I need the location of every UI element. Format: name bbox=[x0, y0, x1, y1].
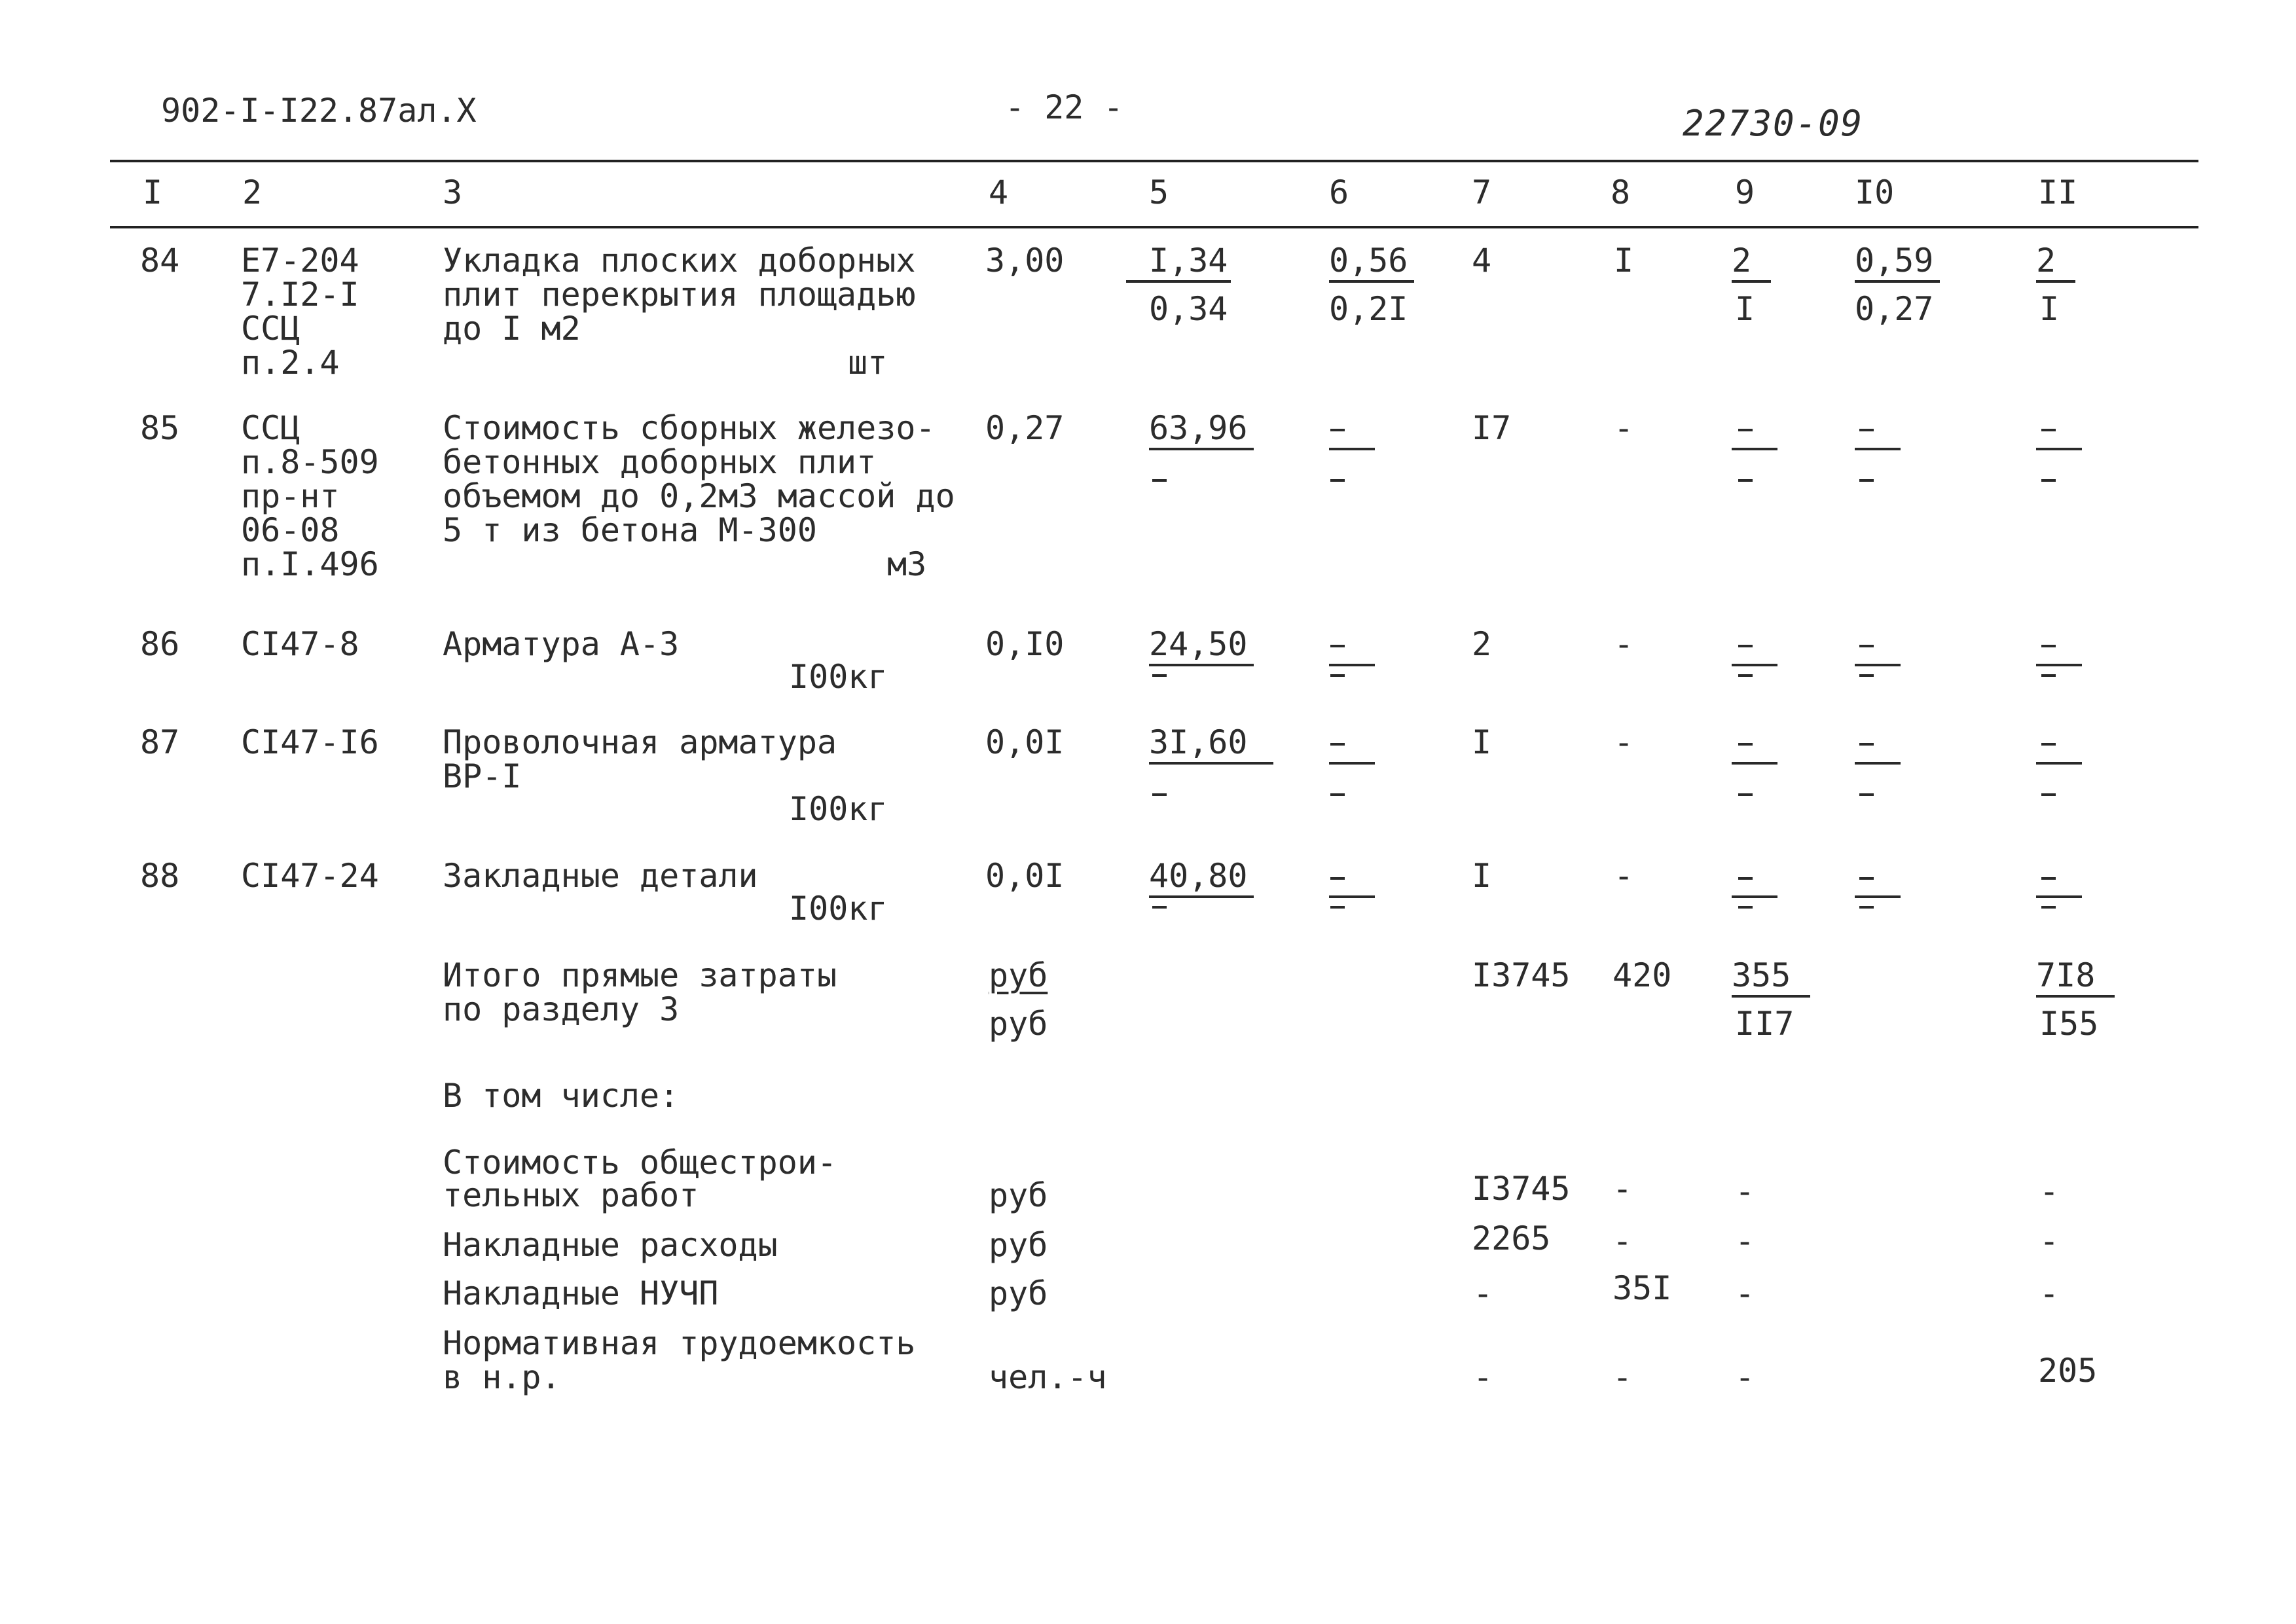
breakdown-label-line: Накладные расходы bbox=[443, 1226, 778, 1264]
dash-mark bbox=[1330, 793, 1345, 796]
unit-of-measure: I00кг bbox=[789, 890, 888, 928]
col7-value: 2 bbox=[1472, 625, 1492, 663]
norm-code-line: CI47-8 bbox=[241, 625, 359, 663]
norm-code-line: 7.I2-I bbox=[241, 276, 359, 314]
fraction-bar bbox=[2036, 995, 2115, 998]
col-header-9: 9 bbox=[1735, 173, 1755, 211]
breakdown-label-line: Стоимость общестрои- bbox=[443, 1144, 837, 1182]
breakdown-label-line: Нормативная трудоемкость bbox=[443, 1324, 916, 1362]
work-name-line: Закладные детали bbox=[443, 857, 758, 895]
dash-mark bbox=[1330, 645, 1345, 647]
work-name-line: Стоимость сборных железо- bbox=[443, 409, 936, 447]
dash-mark bbox=[1152, 479, 1167, 482]
dash-mark bbox=[1738, 645, 1753, 647]
breakdown-col7: - bbox=[1473, 1274, 1493, 1312]
fraction-bar bbox=[1732, 280, 1771, 283]
dash-mark bbox=[2041, 429, 2056, 431]
unit-of-measure: I00кг bbox=[789, 790, 888, 828]
col7-value: I7 bbox=[1472, 409, 1512, 447]
fraction-bar bbox=[2036, 448, 2082, 450]
totals-col8: 420 bbox=[1613, 956, 1672, 994]
dash-mark bbox=[1330, 877, 1345, 880]
work-name-line: объемом до 0,2м3 массой до bbox=[443, 477, 955, 515]
col-header-1: I bbox=[143, 173, 163, 211]
dash-mark bbox=[2041, 479, 2056, 482]
quantity: 0,0I bbox=[985, 857, 1065, 895]
unit-cost-value: 3I,60 bbox=[1149, 723, 1248, 761]
fraction-bar bbox=[1855, 664, 1901, 666]
totals-col7: I3745 bbox=[1472, 956, 1571, 994]
col11-denominator: I bbox=[2039, 290, 2060, 328]
dash-mark bbox=[1330, 906, 1345, 909]
totals-col9-numerator: 355 bbox=[1732, 956, 1791, 994]
norm-code-line: п.2.4 bbox=[241, 344, 340, 382]
totals-col11-denominator: I55 bbox=[2039, 1005, 2099, 1043]
totals-label-line: по разделу 3 bbox=[443, 990, 680, 1028]
work-name-line: Проволочная арматура bbox=[443, 723, 837, 761]
col8-value: - bbox=[1614, 625, 1634, 663]
including-label: В том числе: bbox=[443, 1077, 680, 1115]
norm-code-line: 06-08 bbox=[241, 511, 340, 549]
breakdown-unit: руб bbox=[989, 1274, 1048, 1312]
breakdown-col8: - bbox=[1613, 1170, 1633, 1208]
col8-value: - bbox=[1614, 723, 1634, 761]
breakdown-col7: 2265 bbox=[1472, 1219, 1551, 1257]
work-name-line: Арматура А-3 bbox=[443, 625, 680, 663]
col7-value: I bbox=[1472, 723, 1492, 761]
dash-mark bbox=[2041, 743, 2056, 746]
document-code: 902-I-I22.87ал.X bbox=[161, 92, 477, 130]
dash-mark bbox=[1330, 743, 1345, 746]
col7-value: 4 bbox=[1472, 242, 1492, 280]
dash-mark bbox=[1859, 743, 1874, 746]
breakdown-unit: руб bbox=[989, 1176, 1048, 1214]
dash-mark bbox=[1859, 906, 1874, 909]
fraction-bar bbox=[1732, 448, 1777, 450]
fraction-bar bbox=[1732, 664, 1777, 666]
breakdown-unit: руб bbox=[989, 1226, 1048, 1264]
unit-of-measure: м3 bbox=[887, 545, 927, 583]
breakdown-col11: 205 bbox=[2038, 1352, 2098, 1390]
col-header-6: 6 bbox=[1329, 173, 1349, 211]
unit-of-measure: I00кг bbox=[789, 658, 888, 696]
archive-stamp: 22730-09 bbox=[1683, 103, 1864, 144]
fraction-bar bbox=[1732, 762, 1777, 765]
totals-col9-denominator: II7 bbox=[1735, 1005, 1795, 1043]
col9-numerator: 2 bbox=[1732, 242, 1752, 280]
col-header-10: I0 bbox=[1855, 173, 1895, 211]
breakdown-col8: - bbox=[1613, 1358, 1633, 1396]
work-name-line: до I м2 bbox=[443, 310, 581, 348]
dash-mark bbox=[2041, 877, 2056, 880]
fraction-bar bbox=[1855, 448, 1901, 450]
fraction-bar bbox=[1329, 895, 1375, 898]
dash-mark bbox=[1738, 743, 1753, 746]
breakdown-col11: - bbox=[2039, 1172, 2060, 1210]
fraction-bar bbox=[1126, 280, 1231, 283]
col9-denominator: I bbox=[1735, 290, 1755, 328]
dash-mark bbox=[2041, 793, 2056, 796]
dash-mark bbox=[1330, 429, 1345, 431]
fraction-bar bbox=[1149, 895, 1254, 898]
dash-mark bbox=[2041, 674, 2056, 677]
fraction-bar bbox=[2036, 762, 2082, 765]
breakdown-label-line: Накладные НУЧП bbox=[443, 1274, 719, 1312]
row-number: 84 bbox=[140, 242, 180, 280]
breakdown-col11: - bbox=[2039, 1274, 2060, 1312]
dash-mark bbox=[1738, 479, 1753, 482]
totals-col11-numerator: 7I8 bbox=[2036, 956, 2096, 994]
col11-numerator: 2 bbox=[2036, 242, 2056, 280]
fraction-bar bbox=[2036, 280, 2075, 283]
table-header-rule bbox=[110, 226, 2198, 228]
breakdown-col9: - bbox=[1735, 1172, 1755, 1210]
totals-unit: руб bbox=[989, 956, 1048, 994]
quantity: 0,0I bbox=[985, 723, 1065, 761]
row-number: 88 bbox=[140, 857, 180, 895]
totals-unit: руб bbox=[989, 1005, 1048, 1043]
fraction-bar bbox=[2036, 664, 2082, 666]
unit-cost-value: 63,96 bbox=[1149, 409, 1248, 447]
breakdown-col7: I3745 bbox=[1472, 1170, 1571, 1208]
page-number: - 22 - bbox=[1005, 88, 1123, 126]
dash-mark bbox=[1738, 793, 1753, 796]
dash-mark bbox=[1738, 877, 1753, 880]
fraction-bar bbox=[1329, 448, 1375, 450]
col-header-5: 5 bbox=[1149, 173, 1169, 211]
work-name-line: 5 т из бетона М-300 bbox=[443, 511, 817, 549]
col8-value: I bbox=[1614, 242, 1634, 280]
dash-mark bbox=[1330, 674, 1345, 677]
col-header-2: 2 bbox=[242, 173, 263, 211]
unit-cost-numerator: I,34 bbox=[1149, 242, 1228, 280]
dash-mark bbox=[1859, 479, 1874, 482]
dash-mark bbox=[1859, 674, 1874, 677]
unit-cost-denominator: 0,34 bbox=[1149, 290, 1228, 328]
fraction-bar bbox=[1149, 448, 1254, 450]
fraction-bar bbox=[1855, 762, 1901, 765]
work-name-line: Укладка плоских доборных bbox=[443, 242, 916, 280]
dash-mark bbox=[1859, 645, 1874, 647]
col-header-4: 4 bbox=[989, 173, 1009, 211]
quantity: 3,00 bbox=[985, 242, 1065, 280]
norm-code-line: пр-нт bbox=[241, 477, 340, 515]
col-header-3: 3 bbox=[443, 173, 463, 211]
fraction-bar bbox=[1329, 280, 1414, 283]
norm-code-line: п.I.496 bbox=[241, 545, 379, 583]
dash-mark bbox=[1859, 429, 1874, 431]
dash-mark bbox=[1859, 877, 1874, 880]
breakdown-label-line: тельных работ bbox=[443, 1176, 699, 1214]
breakdown-col11: - bbox=[2039, 1222, 2060, 1260]
unit-cost-value: 40,80 bbox=[1149, 857, 1248, 895]
breakdown-col8: - bbox=[1613, 1222, 1633, 1260]
row-number: 87 bbox=[140, 723, 180, 761]
fraction-bar bbox=[2036, 895, 2082, 898]
unit-of-measure: шт bbox=[848, 344, 888, 382]
col7-value: I bbox=[1472, 857, 1492, 895]
col8-value: - bbox=[1614, 857, 1634, 895]
norm-code-line: п.8-509 bbox=[241, 443, 379, 481]
norm-code-line: Е7-204 bbox=[241, 242, 359, 280]
dash-mark bbox=[2041, 906, 2056, 909]
breakdown-label-line: в н.р. bbox=[443, 1358, 561, 1396]
breakdown-col7: - bbox=[1473, 1358, 1493, 1396]
row-number: 85 bbox=[140, 409, 180, 447]
table-top-rule bbox=[110, 160, 2198, 162]
breakdown-col9: - bbox=[1735, 1358, 1755, 1396]
fraction-bar bbox=[1329, 762, 1375, 765]
col6-denominator: 0,2I bbox=[1329, 290, 1408, 328]
breakdown-col8: 35I bbox=[1613, 1269, 1672, 1307]
col-header-7: 7 bbox=[1472, 173, 1492, 211]
dash-mark bbox=[1859, 793, 1874, 796]
dash-mark bbox=[1738, 674, 1753, 677]
norm-code-line: CI47-I6 bbox=[241, 723, 379, 761]
dash-mark bbox=[2041, 645, 2056, 647]
col6-numerator: 0,56 bbox=[1329, 242, 1408, 280]
unit-cost-value: 24,50 bbox=[1149, 625, 1248, 663]
fraction-bar bbox=[1732, 895, 1777, 898]
breakdown-col9: - bbox=[1735, 1274, 1755, 1312]
dash-mark bbox=[1152, 793, 1167, 796]
col10-denominator: 0,27 bbox=[1855, 290, 1934, 328]
col10-numerator: 0,59 bbox=[1855, 242, 1934, 280]
dash-mark bbox=[1738, 906, 1753, 909]
work-name-line: ВР-I bbox=[443, 757, 522, 795]
quantity: 0,I0 bbox=[985, 625, 1065, 663]
norm-code-line: ССЦ bbox=[241, 310, 301, 348]
dash-mark bbox=[1152, 906, 1167, 909]
dash-mark bbox=[1152, 674, 1167, 677]
fraction-bar bbox=[1855, 895, 1901, 898]
fraction-bar bbox=[1329, 664, 1375, 666]
fraction-bar bbox=[1855, 280, 1940, 283]
norm-code-line: ССЦ bbox=[241, 409, 301, 447]
dash-mark bbox=[1738, 429, 1753, 431]
dash-mark bbox=[1330, 479, 1345, 482]
work-name-line: бетонных доборных плит bbox=[443, 443, 877, 481]
breakdown-col9: - bbox=[1735, 1222, 1755, 1260]
col8-value: - bbox=[1614, 409, 1634, 447]
col-header-11: II bbox=[2038, 173, 2078, 211]
norm-code-line: CI47-24 bbox=[241, 857, 379, 895]
fraction-bar bbox=[1149, 664, 1254, 666]
work-name-line: плит перекрытия площадью bbox=[443, 276, 916, 314]
totals-label-line: Итого прямые затраты bbox=[443, 956, 837, 994]
fraction-bar bbox=[1149, 762, 1273, 765]
fraction-bar bbox=[1732, 995, 1810, 998]
row-number: 86 bbox=[140, 625, 180, 663]
breakdown-unit: чел.-ч bbox=[989, 1358, 1107, 1396]
col-header-8: 8 bbox=[1611, 173, 1631, 211]
quantity: 0,27 bbox=[985, 409, 1065, 447]
